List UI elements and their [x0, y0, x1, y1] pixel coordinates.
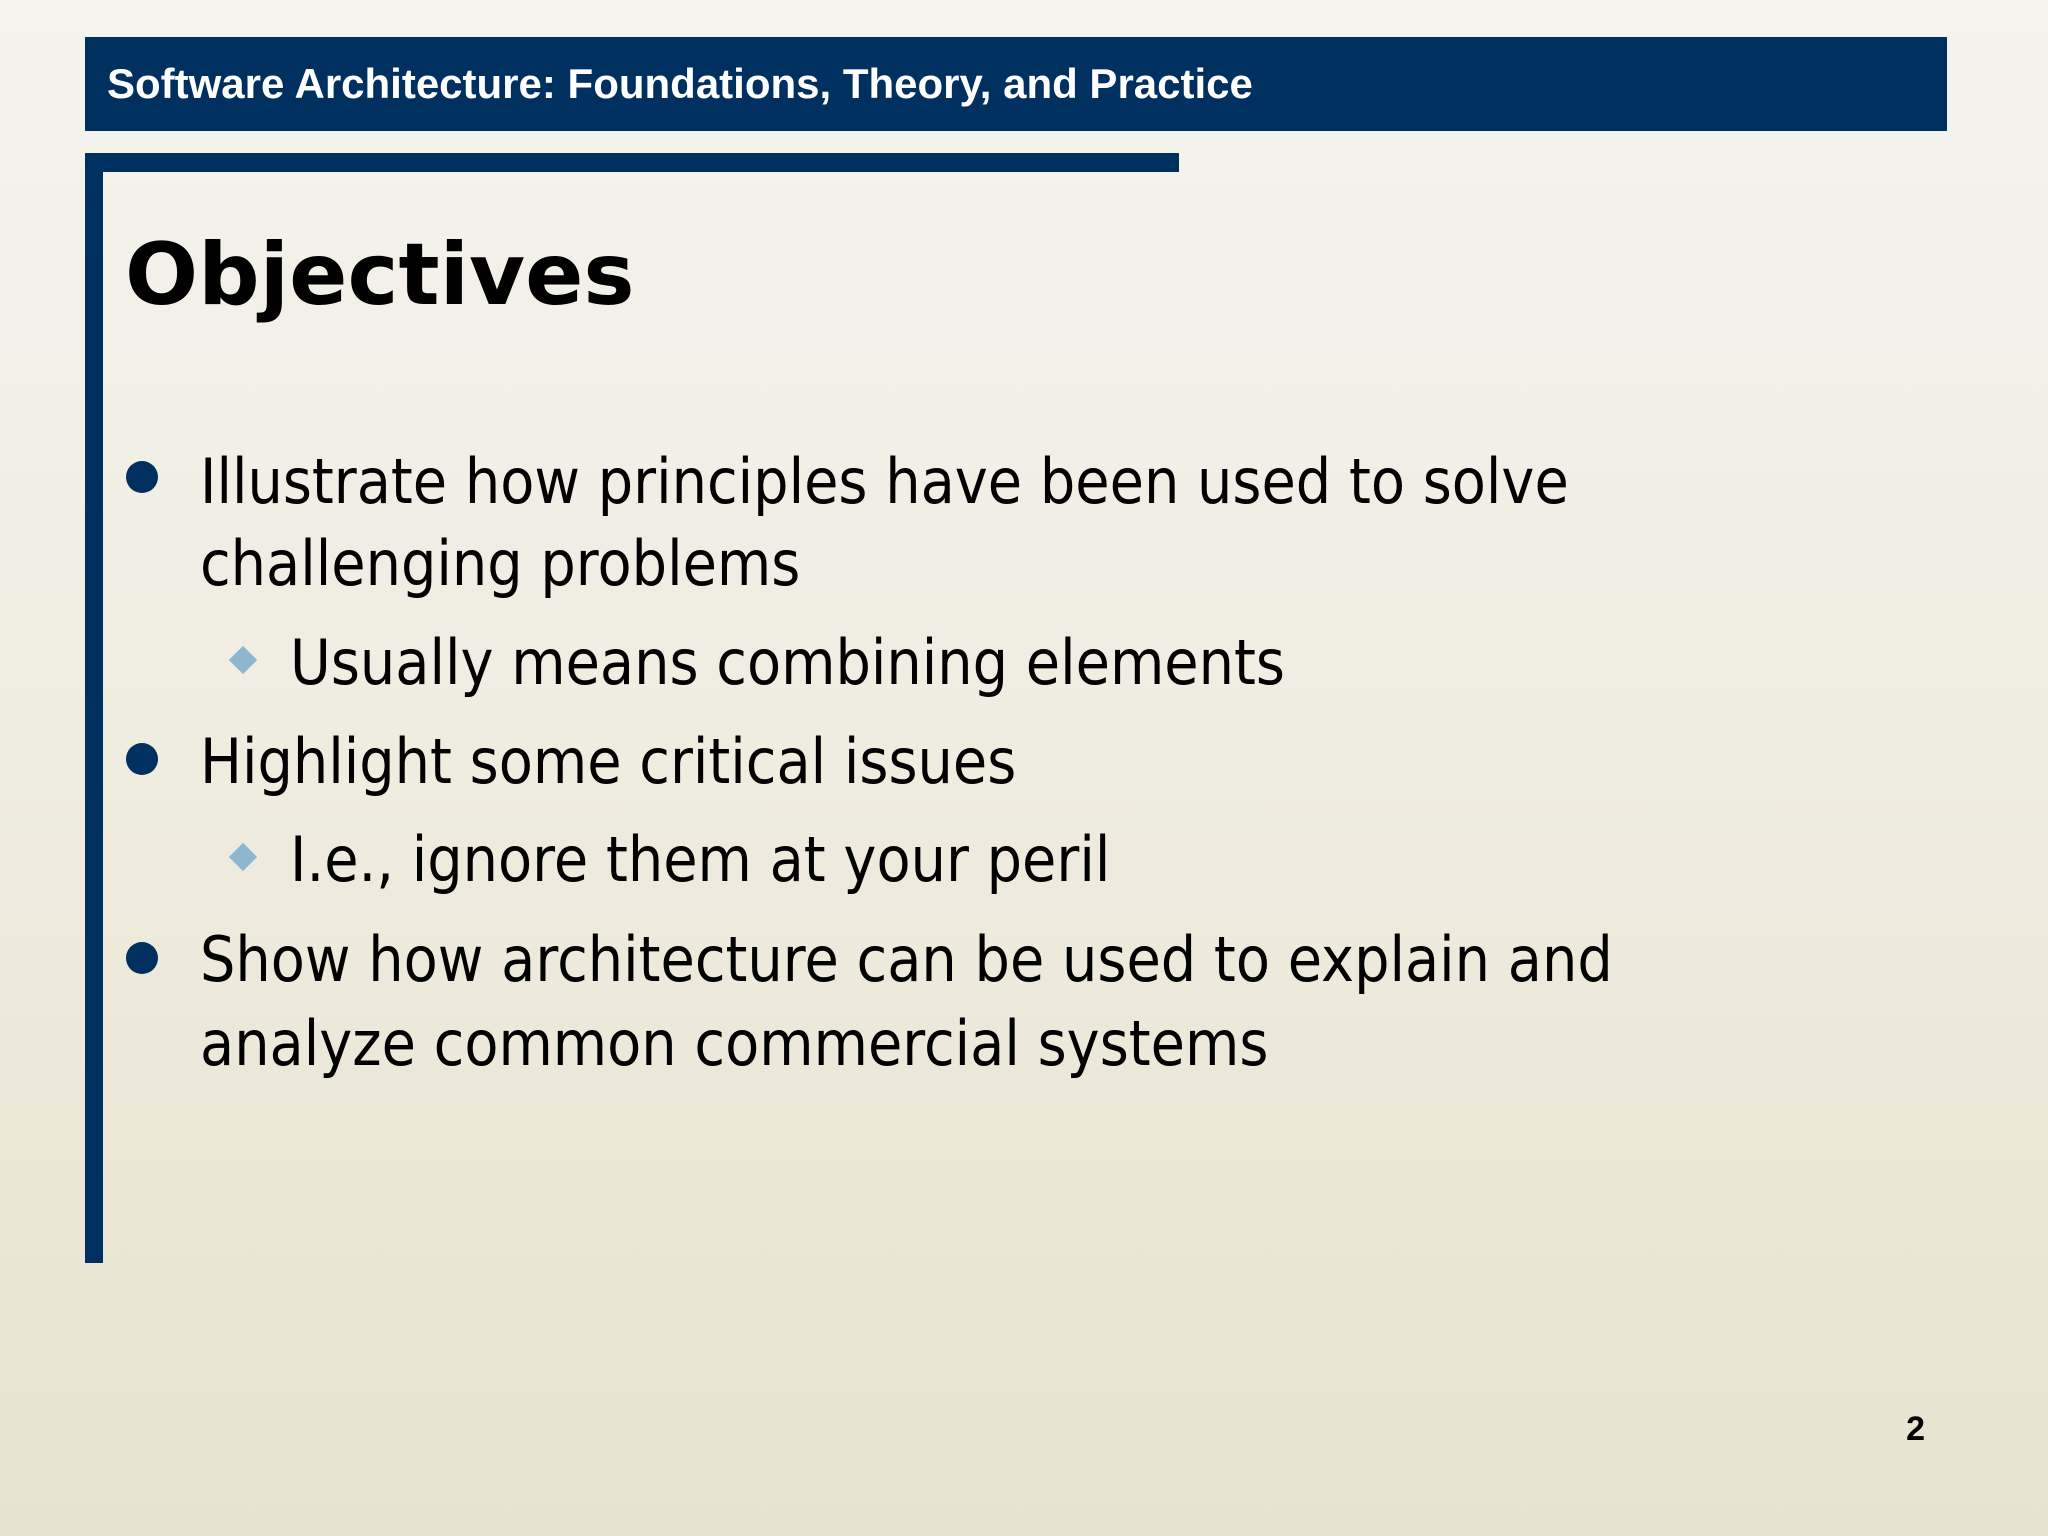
bullet-icon [126, 942, 158, 974]
bullet-1-line-1: Illustrate how principles have been used to solve [200, 445, 1569, 518]
frame-top-rule [85, 153, 1179, 172]
bullet-3-line-1: Show how architecture can be used to explain and [200, 923, 1613, 996]
bullet-icon [126, 461, 158, 493]
header-bar [85, 37, 1947, 131]
header-title: Software Architecture: Foundations, Theory, and Practice [107, 60, 1253, 107]
slide-title: Objectives [125, 225, 635, 325]
bullet-2-sub: I.e., ignore them at your peril [290, 823, 1111, 896]
diamond-bullet-icon [229, 843, 257, 871]
diamond-bullet-icon [229, 646, 257, 674]
frame-left-rule [85, 153, 103, 1263]
page-number: 2 [1906, 1410, 1925, 1448]
bullet-3-line-2: analyze common commercial systems [200, 1007, 1269, 1080]
bullet-1-sub: Usually means combining elements [290, 626, 1285, 699]
bullet-1-line-2: challenging problems [200, 527, 801, 600]
bullet-icon [126, 743, 158, 775]
bullet-2-line-1: Highlight some critical issues [200, 725, 1017, 798]
